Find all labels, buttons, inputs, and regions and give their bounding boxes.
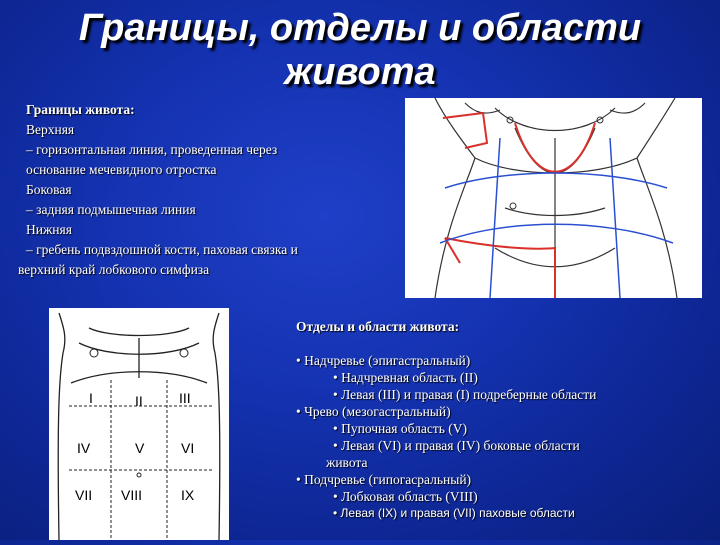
region-label-2: II bbox=[135, 393, 143, 409]
mesogastric-item: • Чрево (мезогастральный) bbox=[296, 403, 716, 420]
region-label-3: III bbox=[179, 390, 191, 406]
epigastric-region-item: • Надчревная область (II) bbox=[296, 369, 716, 386]
regions-grid-drawing bbox=[49, 308, 229, 540]
torso-borders-illustration bbox=[405, 98, 702, 298]
abdomen-borders-text bbox=[18, 100, 396, 280]
title-line-1: Границы, отделы и области bbox=[78, 7, 642, 49]
hypogastric-item: • Подчревье (гипогасральный) bbox=[296, 471, 716, 488]
title-line-2: живота bbox=[284, 51, 436, 93]
lateral-border-label: Боковая bbox=[26, 182, 72, 197]
region-label-4: IV bbox=[77, 440, 91, 456]
region-label-7: VII bbox=[75, 487, 93, 503]
lower-border-label: Нижняя bbox=[26, 222, 72, 237]
lower-border-desc-2: верхний край лобкового симфиза bbox=[18, 262, 210, 277]
lateral-item-continued: живота bbox=[326, 455, 368, 470]
regions-heading: Отделы и области живота: bbox=[296, 319, 460, 334]
abdominal-regions-diagram bbox=[49, 308, 229, 540]
hypochondriac-item: • Левая (III) и правая (I) подреберные области bbox=[296, 386, 716, 403]
upper-border-label: Верхняя bbox=[26, 122, 75, 137]
upper-border-desc-2: основание мечевидного отростка bbox=[26, 162, 217, 177]
borders-heading: Границы живота: bbox=[26, 102, 135, 117]
region-label-5: V bbox=[135, 440, 145, 456]
region-label-1: I bbox=[89, 390, 93, 406]
lower-border-desc-1: – гребень подвздошной кости, паховая связка и bbox=[26, 242, 298, 257]
pubic-item: • Лобковая область (VIII) bbox=[296, 488, 716, 505]
region-label-9: IX bbox=[181, 487, 195, 503]
upper-border-desc-1: – горизонтальная линия, проведенная через bbox=[26, 142, 278, 157]
lateral-border-desc: – задняя подмышечная линия bbox=[26, 202, 196, 217]
abdomen-regions-text bbox=[296, 318, 716, 522]
page-title bbox=[0, 6, 720, 94]
region-label-8: VIII bbox=[121, 487, 143, 503]
lateral-item: • Левая (VI) и правая (IV) боковые области bbox=[296, 437, 716, 454]
epigastric-item: • Надчревье (эпигастральный) bbox=[296, 352, 716, 369]
torso-outline-drawing bbox=[405, 98, 702, 298]
region-label-6: VI bbox=[181, 440, 195, 456]
umbilical-item: • Пупочная область (V) bbox=[296, 420, 716, 437]
inguinal-item: • Левая (IX) и правая (VII) паховые области bbox=[296, 505, 716, 522]
